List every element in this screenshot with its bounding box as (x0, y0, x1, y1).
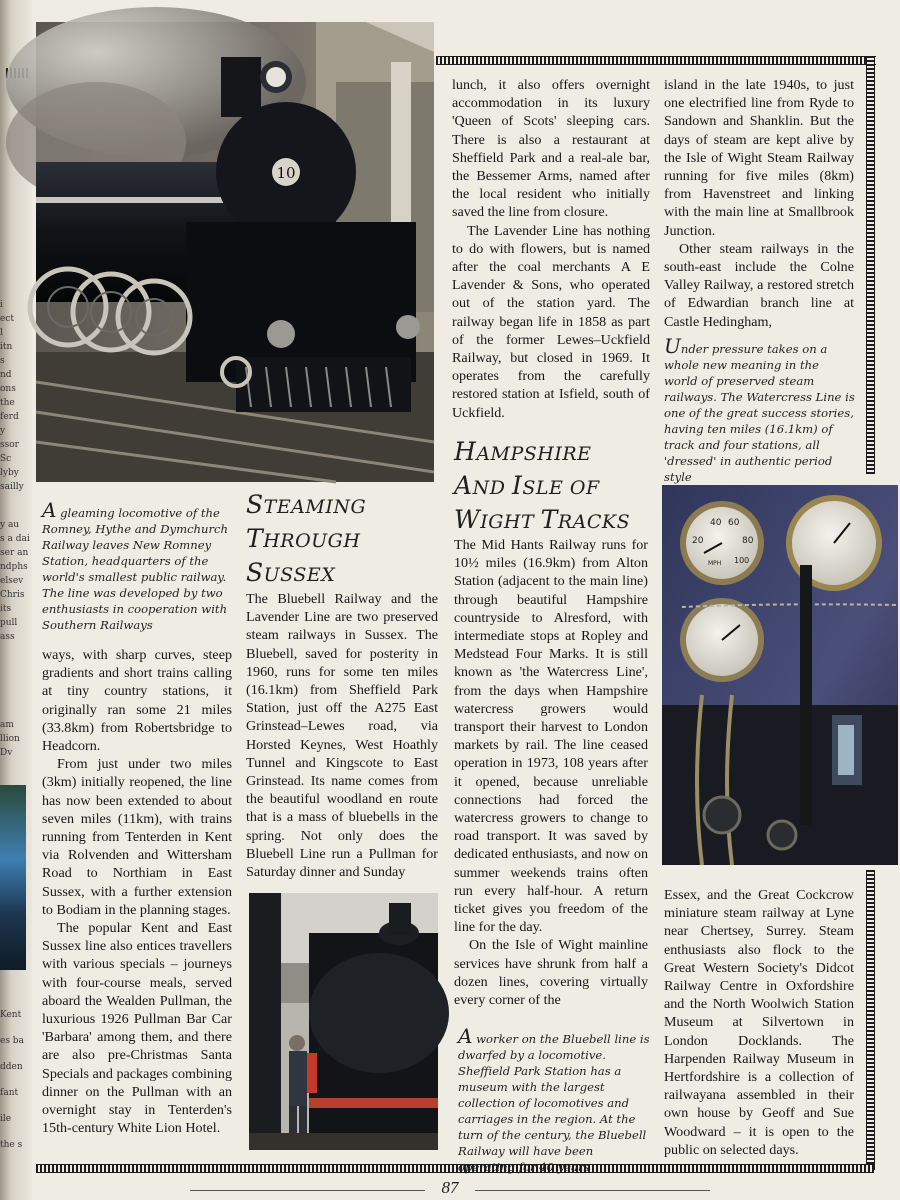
facing-page-photo-strip (0, 785, 26, 970)
spine-text-fragment: dden (0, 1062, 23, 1072)
spine-text-fragment: es ba (0, 1036, 24, 1046)
column-3-upper-text (452, 76, 650, 422)
paragraph: Other steam railways in the south-east include the Colne Valley Railway, a restored stretch of Edwardian branch line at Castle Hedingham, (664, 240, 854, 330)
speedo-tick-80: 80 (742, 536, 754, 546)
spine-text-fragment: s (0, 356, 5, 366)
spine-text-fragment: ferd (0, 412, 19, 422)
spine-text-fragment: Chris (0, 590, 25, 600)
heading-initial: H (454, 437, 477, 466)
top-rule (436, 56, 876, 65)
spine-text-fragment: ser an (0, 548, 29, 558)
spine-text-fragment: i (0, 300, 3, 310)
spine-text-fragment: s a dai (0, 534, 30, 544)
caption-dropcap: A (458, 1024, 473, 1048)
spine-text-fragment: itn (0, 342, 13, 352)
spine-text-fragment: ons (0, 384, 16, 394)
paragraph: From just under two miles (3km) initially reopened, the line has now been extended to about seven miles (11km), with trains running from Tenterden in Kent via Rolvenden and Wittersham Road to Northiam in East Sussex, with a further extension to Bodiam in the planning stages. (42, 756, 232, 918)
paragraph: The Mid Hants Railway runs for 10½ miles (16.9km) from Alton Station (adjacent to the main line) through beautiful Hampshire countryside to Alresford, with intermediate stops at Ropley and Medstead Four Marks. It is still known as 'the Watercress Line', from the days when Hampshire watercress growers would transport their harvest to London markets by rail. The line ceased operation in 1973, 108 years after it opened, because unreliable connections had forced the watercress growers to change to road transport. It was saved by dedicated enthusiasts, and now on summer weekends trains often run every half-hour. A return ticket gives you freedom of the line for the day. (454, 537, 648, 936)
spine-text-fragment: elsev (0, 576, 24, 586)
spine-text-fragment: its (0, 604, 12, 614)
caption-bluebell-worker (458, 1024, 650, 1175)
spine-text-fragment: Dv (0, 748, 13, 758)
heading-word: ND (472, 477, 512, 499)
speedo-tick-100: 100 (734, 556, 750, 565)
right-rule-upper (866, 56, 875, 474)
spine-text-fragment: the s (0, 1140, 23, 1150)
heading-steaming-through-sussex (246, 489, 436, 591)
bottom-rule (36, 1164, 874, 1173)
heading-initial: W (454, 505, 481, 534)
speedo-tick-60: 60 (728, 518, 740, 528)
heading-word: SLE OF (522, 477, 600, 499)
spine-text-fragment: l (0, 328, 3, 338)
heading-word: USSEX (263, 564, 336, 586)
heading-word: AMPSHIRE (476, 443, 592, 465)
locomotive-number: 10 (276, 164, 296, 182)
caption-text: gleaming locomotive of the Romney, Hythe and Dymchurch Railway leaves New Romney Station, headquarters of the world's smallest public railway. The line was developed by two enthusiasts in cooperation with Southern Railways (42, 506, 228, 632)
paragraph: The Bluebell Railway and the Lavender Line are two preserved steam railways in Sussex. The Bluebell, saved for posterity in 1960, runs for some ten miles (16.1km) from Sheffield Park Station, just off the A275 East Grinstead–Lewes road, via Horsted Keynes, West Hoathly Tunnel and Kingscote to East Grinstead. Its name comes from the beautiful woodland en route that is a mass of bluebells in the spring. Not only does the Bluebell Line run a Pullman for Saturday dinner and Sunday (246, 591, 438, 881)
heading-initial: S (246, 558, 264, 587)
page-number: 87 (441, 1178, 459, 1197)
spine-text-fragment: y (0, 426, 6, 436)
spine-text-fragment: ass (0, 632, 15, 642)
speedo-tick-20: 20 (692, 536, 704, 546)
speedo-unit: MPH (708, 560, 722, 567)
heading-word: TEAMING (263, 496, 367, 518)
spine-text-fragment: Sc (0, 454, 12, 464)
spine-text-fragment: fant (0, 1088, 19, 1098)
heading-word: IGHT (480, 511, 541, 533)
speedo-tick-40: 40 (710, 518, 722, 528)
heading-initial: T (540, 505, 558, 534)
spine-text-fragment: ndphs (0, 562, 28, 572)
photo-steam-gauges (662, 485, 898, 865)
paragraph: The popular Kent and East Sussex line also entices travellers with various specials – journeys with four-course meals, served aboard the Wealden Pullman, the luxurious 1926 Pullman Bar Car 'Barbara' among them, and there are also pre-Christmas Santa Specials and packages combining dinner on the Pullman with an overnight stay in Tenterden's 15th-century White Lion Hotel. (42, 920, 232, 1137)
caption-dropcap: U (664, 334, 681, 358)
paragraph: lunch, it also offers overnight accommodation in its luxury 'Queen of Scots' sleeping cars. There is also a restaurant at Sheffield Park and a real-ale bar, the Bessemer Arms, named after the local resident who initially saved the line from closure. (452, 77, 650, 221)
spine-text-fragment: nd (0, 370, 12, 380)
column-4-upper-text (664, 76, 854, 331)
spine-text-fragment: llion (0, 734, 20, 744)
heading-hampshire-isle-of-wight (454, 436, 664, 538)
caption-watercress (664, 334, 856, 485)
paragraph: ways, with sharp curves, steep gradients and short trains calling at tiny country stations, it originally ran some 21 miles (33.8km) from Robertsbridge to Headcorn. (42, 647, 232, 755)
heading-word: RACKS (557, 511, 631, 533)
spine-text-fragment: lyby (0, 468, 19, 478)
heading-initial: A (454, 471, 473, 500)
spine-text-fragment: sailly (0, 482, 24, 492)
heading-initial: S (246, 490, 264, 519)
spine-text-fragment: y au (0, 520, 20, 530)
spine-text-fragment: pull (0, 618, 18, 628)
paragraph: island in the late 1940s, to just one electrified line from Ryde to Sandown and Shanklin. But the days of steam are kept alive by the Isle of Wight Steam Railway running for five miles (8km) from Havenstreet and linking with the main line at Smallbrook Junction. (664, 77, 854, 239)
caption-dropcap: A (42, 498, 57, 522)
spine-text-fragment: am (0, 720, 14, 730)
spine-text-fragment: ile (0, 1114, 12, 1124)
photo-steam-locomotive (36, 22, 434, 482)
column-4-lower-text (664, 886, 854, 1159)
heading-initial: T (246, 524, 264, 553)
column-1-text (42, 646, 232, 1137)
spine-text-fragment: ect (0, 314, 14, 324)
spine-text-fragment: ssor (0, 440, 19, 450)
photo-bluebell-worker (249, 893, 438, 1150)
right-rule-lower (866, 870, 875, 1170)
heading-initial: I (511, 471, 523, 500)
spine-text-fragment: Kent (0, 1010, 22, 1020)
heading-word: HROUGH (263, 530, 361, 552)
column-3-lower-text (454, 536, 648, 1009)
column-2-text (246, 590, 438, 881)
caption-text: worker on the Bluebell line is dwarfed by a locomotive. Sheffield Park Station has a museum with the largest collection of locomotives and carriages in the region. At the turn of the century, the Bluebell Railway will have been operating for 40 years (458, 1032, 650, 1174)
paragraph: Essex, and the Great Cockcrow miniature steam railway at Lyne near Chertsey, Surrey. Steam enthusiasts also flock to the Great Western Society's Didcot Railway Centre in Oxfordshire and the North Woolwich Station Museum at Silvertown in London Docklands. The Harpenden Railway Museum in Hertfordshire is a collection of railwayana assembled in their own house by Geoff and Sue Woodward – it is open to the public on selected days. (664, 887, 854, 1158)
caption-text: nder pressure takes on a whole new meaning in the world of preserved steam railways. The Watercress Line is one of the great success stories, having ten miles (16.1km) of track and four stations, all 'dressed' in authentic period style (664, 342, 855, 484)
caption-locomotive (42, 498, 238, 633)
paragraph: The Lavender Line has nothing to do with flowers, but is named after the coal merchants A E Lavender & Sons, who operated out of the station yard. The railway began life in 1858 as part of the former Lewes–Uckfield Railway, but closed in 1969. It operates from the carefully restored station at Isfield, south of Uckfield. (452, 222, 650, 421)
paragraph: On the Isle of Wight mainline services have shrunk from half a dozen lines, covering virtually every corner of the (454, 937, 648, 1009)
spine-text-fragment: the (0, 398, 15, 408)
